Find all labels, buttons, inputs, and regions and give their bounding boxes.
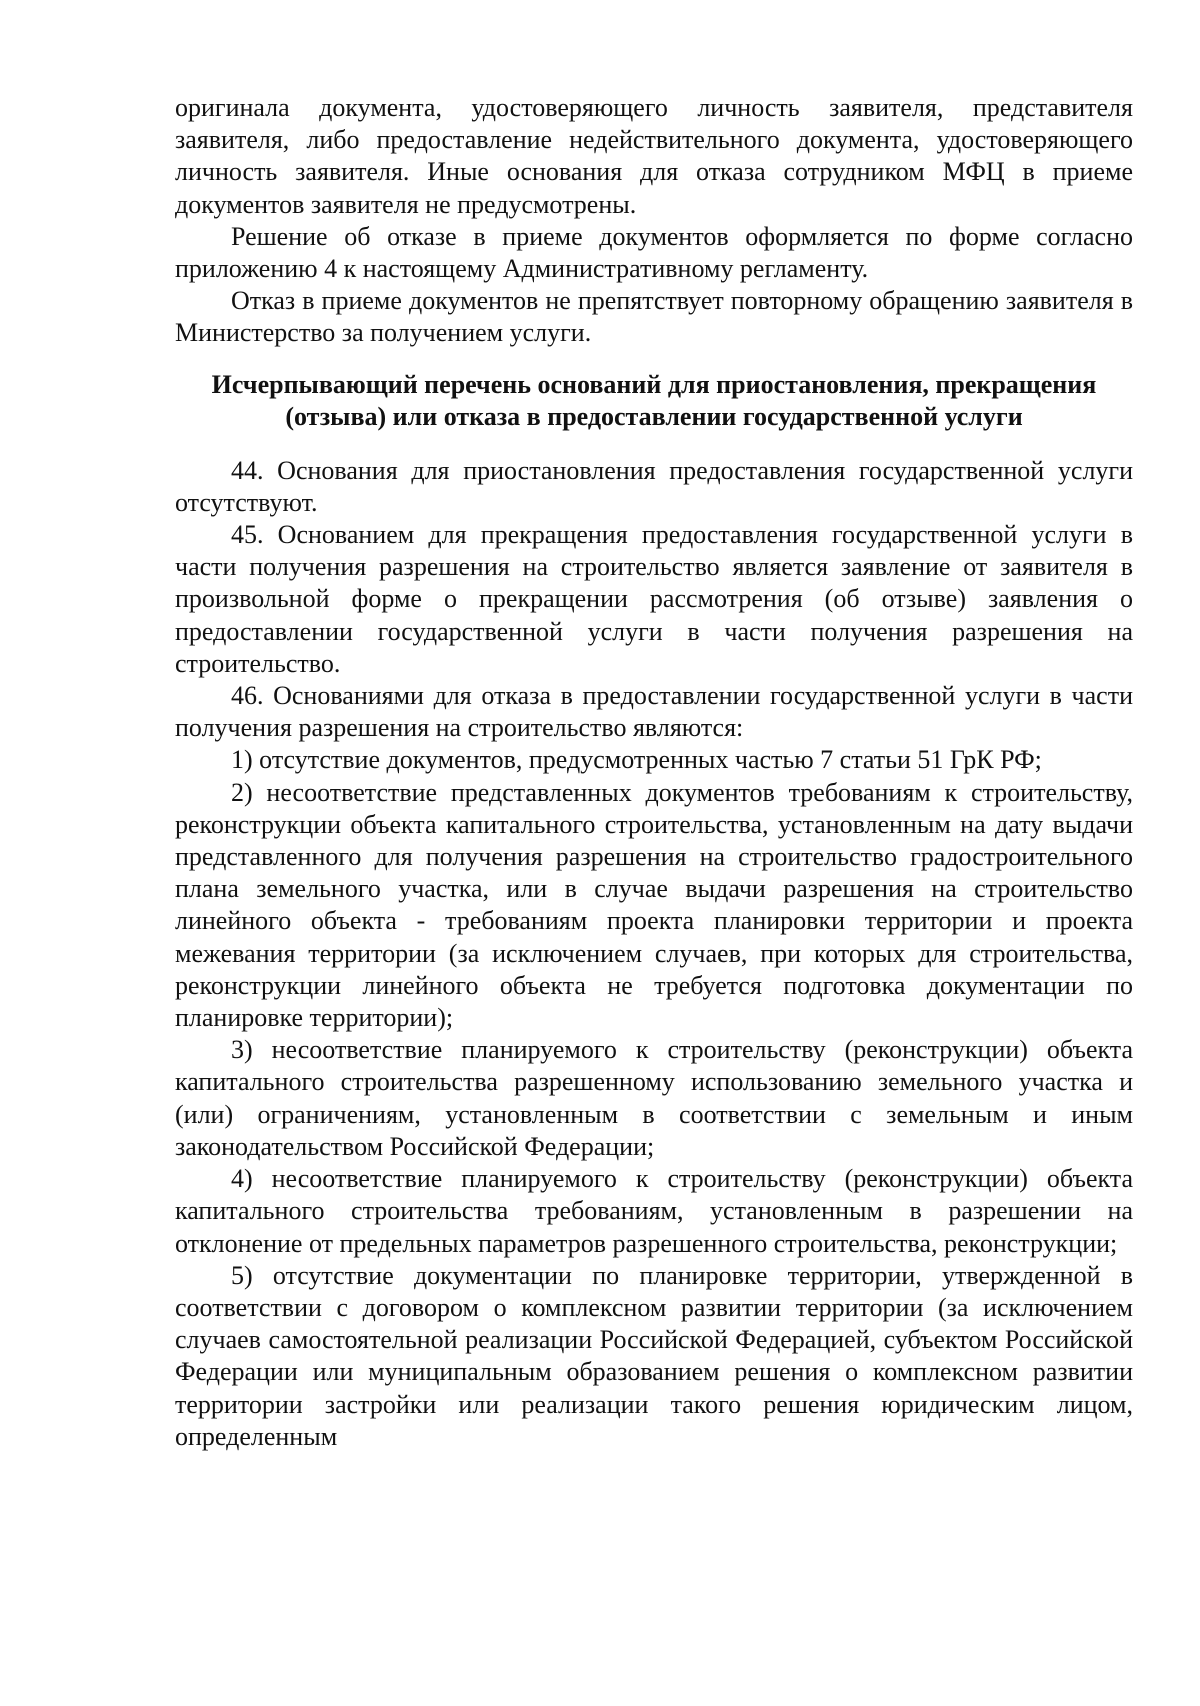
paragraph: Решение об отказе в приеме документов оформляется по форме согласно приложению 4 к настоящему Административному регламенту. <box>175 221 1133 284</box>
paragraph: 1) отсутствие документов, предусмотренных частью 7 статьи 51 ГрК РФ; <box>231 745 1042 775</box>
paragraph: 44. Основания для приостановления предоставления государственной услуги отсутствуют. <box>175 455 1133 517</box>
paragraph: 3) несоответствие планируемого к строительству (реконструкции) объекта капитального строительства разрешенному использованию земельного участка и (или) ограничениям, установленным в соответствии с земельным и иным законодательством Российской Федерации; <box>175 1035 1133 1161</box>
paragraph: 4) несоответствие планируемого к строительству (реконструкции) объекта капитального строительства требованиям, установленным в разрешении на отклонение от предельных параметров разрешенного строительства, реконструкции; <box>175 1164 1133 1258</box>
section-heading: Исчерпывающий перечень оснований для приостановления, прекращения (отзыва) или отказа в предоставлении государственной услуги <box>211 369 1097 431</box>
paragraph: 5) отсутствие документации по планировке территории, утвержденной в соответствии с договором о комплексном развитии территории (за исключением случаев самостоятельной реализации Российской Федерацией, субъектом Российской Федерации или муниципальным образованием решения о комплексном развитии территории застройки или реализации такого решения юридическим лицом, определенным <box>175 1260 1133 1451</box>
paragraphs-after <box>175 455 1133 1453</box>
document-page <box>175 92 1133 1453</box>
paragraphs-before <box>175 92 1133 350</box>
paragraph: оригинала документа, удостоверяющего личность заявителя, представителя заявителя, либо предоставление недействительного документа, удостоверяющего личность заявителя. Иные основания для отказа сотрудником МФЦ в приеме документов заявителя не предусмотрены. <box>175 93 1133 219</box>
paragraph: 45. Основанием для прекращения предоставления государственной услуги в части получения разрешения на строительство является заявление от заявителя в произвольной форме о прекращении рассмотрения (об отзыве) заявления о предоставлении государственной услуги в части получения разрешения на строительство. <box>175 520 1133 678</box>
paragraph: 2) несоответствие представленных документов требованиям к строительству, реконструкции объекта капитального строительства, установленным на дату выдачи представленного для получения разрешения на строительство градостроительного плана земельного участка, или в случае выдачи разрешения на строительство линейного объекта - требованиям проекта планировки территории и проекта межевания территории (за исключением случаев, при которых для строительства, реконструкции линейного объекта не требуется подготовка документации по планировке территории); <box>175 777 1133 1033</box>
paragraph: 46. Основаниями для отказа в предоставлении государственной услуги в части получения разрешения на строительство являются: <box>175 681 1133 743</box>
paragraph: Отказ в приеме документов не препятствует повторному обращению заявителя в Министерство за получением услуги. <box>175 286 1133 348</box>
